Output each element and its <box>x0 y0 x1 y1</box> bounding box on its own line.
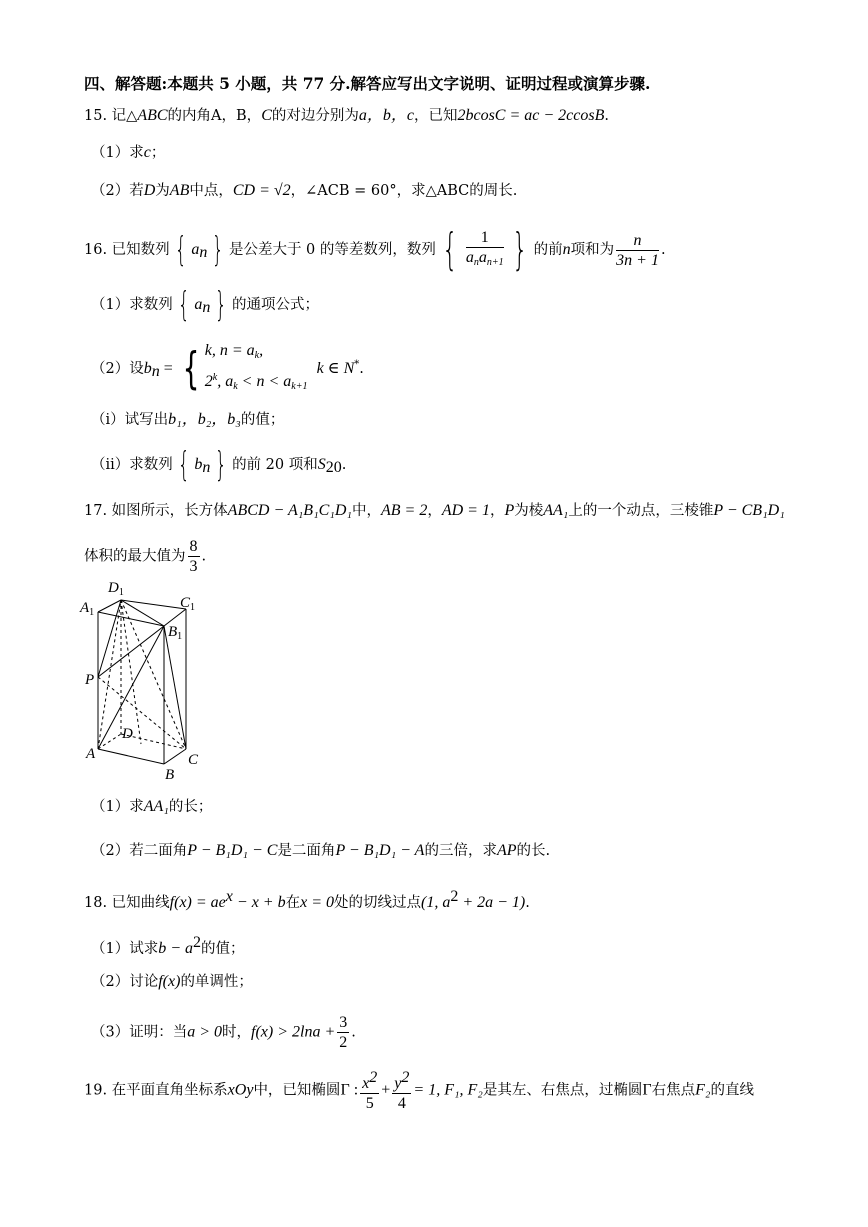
q17-volume-fraction <box>188 537 200 576</box>
q18-function-sup: x <box>225 888 233 905</box>
q18-point-sup: 2 <box>450 888 459 905</box>
q18-end: . <box>525 895 530 911</box>
q18-part2-f: f(x) <box>158 973 181 990</box>
q15-part2-cd: CD = √2 <box>232 182 291 199</box>
q18-part1-label: （1）试求 <box>91 941 159 957</box>
q15-part2-ab: AB <box>169 182 190 199</box>
q18-part3-cond: a > 0 <box>187 1023 223 1041</box>
q17-part2-end: 的长. <box>516 843 551 859</box>
q17-part1-text: 的长； <box>168 799 213 815</box>
q17-box: ABCD − A₁B₁C₁D₁ <box>227 502 352 519</box>
q17-text-5: 体积的最大值为 <box>84 548 186 565</box>
q16-sub-ii-label: （ii）求数列 <box>91 457 173 473</box>
q19-f2: F₂ <box>695 1081 711 1099</box>
q17-comma-2: ， <box>489 503 505 519</box>
q16-k-domain-sup: * <box>354 359 360 370</box>
q19-text-2: 中，已知椭圆 <box>253 1082 341 1099</box>
q16-number: 16. <box>84 242 112 258</box>
q16-end: . <box>660 242 666 258</box>
q16-case1-sub: k <box>254 350 260 361</box>
q18-part1-expr: b − a <box>158 940 194 957</box>
q17-text-2: 中， <box>351 503 381 519</box>
q18-text-3: 处的切线过点 <box>334 895 421 911</box>
q17-ad: AD = 1 <box>441 502 490 519</box>
q16-frac-a: a <box>465 249 474 266</box>
q18-part1 <box>91 933 245 959</box>
q15-part2-label: （2）若 <box>91 183 144 199</box>
q19-den5: 5 <box>365 1095 374 1112</box>
q16-frac-sub2: n+1 <box>486 257 504 268</box>
q17-end: . <box>201 548 207 565</box>
q17-ab: AB = 2 <box>380 502 428 519</box>
q15-triangle: ABC <box>137 107 168 124</box>
q15-part2-text-3: ，∠ACB = 60°，求△ABC的周长. <box>290 183 518 199</box>
q17-cuboid-figure <box>76 574 216 784</box>
q19-frac-y <box>392 1068 411 1113</box>
q16-case1-end: , <box>259 342 264 359</box>
q19-x-sup: 2 <box>369 1069 378 1086</box>
q15-text-2: 的内角A，B， <box>167 108 262 124</box>
q16-part1: （1）求数列 { $a_n$ } 的通项公式； <box>91 285 320 325</box>
q18-part3-num: 3 <box>339 1014 348 1031</box>
q15-part1-end: ； <box>150 145 166 161</box>
q16-case2-sup: k <box>212 372 218 383</box>
label-D1: $D_1$ <box>108 580 124 598</box>
q19-text-3: 是其左、右焦点，过椭圆 <box>482 1082 643 1099</box>
q17-vol-num: 8 <box>189 538 198 555</box>
q16-an-sub: n <box>199 244 208 261</box>
q18-part1-text: 的值； <box>201 941 245 957</box>
q18-part3-ineq: f(x) > 2lna + <box>251 1023 336 1041</box>
q19-text-4: 右焦点 <box>651 1082 696 1099</box>
q16-reciprocal-fraction <box>466 228 504 272</box>
q16-part2-end: . <box>359 361 364 377</box>
q19-x: x <box>362 1075 370 1092</box>
label-B: B <box>165 767 175 783</box>
q15-text: 记△ <box>111 108 138 124</box>
q16-an: a <box>191 241 200 258</box>
q19-text: 在平面直角坐标系 <box>111 1082 228 1099</box>
q16-part2: （2）设$b_n$ = { k, $n = a_k$, 2$^k$, $a_k < n < a_{k+1}$ k ∈ N*. <box>91 340 364 398</box>
q19-text-5: 的直线 <box>710 1082 754 1099</box>
q19-den4: 4 <box>397 1095 406 1112</box>
q15-text-3: 的对边分别为 <box>271 108 359 124</box>
q16-sum-fraction <box>616 231 659 270</box>
q17-part1 <box>91 797 212 817</box>
q15-stem: 15. 记△ABC的内角A，B，C的对边分别为a，b，c，已知2bcosC = ac − 2ccosB. <box>84 107 609 124</box>
q18-text: 已知曲线 <box>111 895 170 911</box>
q19-y-sup: 2 <box>401 1069 410 1086</box>
q16-case2-sub2: k+1 <box>291 381 308 392</box>
q19-y: y <box>394 1075 402 1092</box>
section-heading: 四、解答题:本题共 5 小题，共 77 分.解答应写出文字说明、证明过程或演算步骤. <box>84 74 651 93</box>
q16-frac-sub1: n <box>473 257 479 268</box>
q16-part1-label: （1）求数列 <box>91 297 173 313</box>
q19-gamma: Γ : <box>340 1081 359 1099</box>
q18-stem <box>84 887 530 913</box>
q17-part2 <box>91 841 550 861</box>
q17-stem-line2 <box>84 537 206 576</box>
q16-sub-ii-end: . <box>341 457 347 473</box>
q18-part2-label: （2）讨论 <box>91 974 159 990</box>
q16-frac-num: 1 <box>466 228 504 248</box>
q16-stem: 16. 已知数列 { $a_n$ } 是公差大于 0 的等差数列，数列 { $\frac{1}{a_na_{n+1}}$ } 的前n项和为 $\frac{n}{3n + 1}$ . <box>84 224 666 275</box>
q17-text-3: 为棱 <box>514 503 544 519</box>
q16-part1-text: 的通项公式； <box>232 297 320 313</box>
q16-text-4: 项和为 <box>570 242 615 258</box>
q17-vol-den: 3 <box>189 558 198 575</box>
q16-sub-ii-text: 的前 20 项和 <box>232 457 318 473</box>
q18-part3-den: 2 <box>339 1034 348 1051</box>
q17-part2-ap: AP <box>496 842 517 859</box>
q18-part3-fraction <box>337 1013 349 1052</box>
q17-stem <box>84 501 785 521</box>
q16-s20-sub: 20 <box>325 459 342 476</box>
q17-p: P <box>504 502 515 519</box>
q16-case1: k, n = a <box>204 342 255 359</box>
q15-number: 15. <box>84 108 112 124</box>
q18-part3-end: . <box>351 1024 356 1041</box>
q16-k-domain: k ∈ N <box>316 360 355 377</box>
q18-x0: x = 0 <box>300 894 334 911</box>
q18-part3-text: 时， <box>222 1024 252 1041</box>
q15-equation: 2bcosC = ac − 2ccosB <box>457 107 605 124</box>
q17-part2-angle1: P − B₁D₁ − C <box>187 842 278 859</box>
q19-gamma-2: Γ <box>642 1081 652 1099</box>
q15-part1-label: （1）求 <box>91 145 144 161</box>
q15-part1-var: c <box>143 144 151 161</box>
q15-part2 <box>91 181 517 201</box>
label-B1: $B_1$ <box>168 624 183 642</box>
q17-aa1: AA₁ <box>543 502 569 519</box>
q18-text-2: 在 <box>285 895 301 911</box>
q18-part3-label: （3）证明：当 <box>91 1024 188 1041</box>
q16-s20: S <box>317 456 326 473</box>
q15-part2-text-2: 中点， <box>189 183 233 199</box>
q16-text-2: 是公差大于 0 的等差数列，数列 <box>228 242 436 258</box>
q16-text: 已知数列 <box>111 242 170 258</box>
q16-n: n <box>562 241 571 258</box>
q16-sub-i-label: （i）试写出 <box>91 412 169 428</box>
q17-part2-text-2: 的三倍，求 <box>424 843 497 859</box>
q16-piecewise <box>205 340 308 398</box>
q16-sub-i-vals: b₁，b₂，b₃ <box>168 411 241 428</box>
q19-number: 19. <box>84 1082 112 1099</box>
q17-text-4: 上的一个动点，三棱锥 <box>568 503 714 519</box>
q16-case2-c: < n < a <box>237 373 292 390</box>
q17-comma: ， <box>427 503 442 519</box>
q18-number: 18. <box>84 895 112 911</box>
q15-angle-c: C <box>261 107 272 124</box>
q15-part2-d: D <box>143 182 156 199</box>
q17-text: 如图所示，长方体 <box>111 503 228 519</box>
q19-xoy: xOy <box>227 1081 254 1099</box>
q18-point: (1, a <box>421 894 451 911</box>
q16-sub-i <box>91 410 284 430</box>
q16-sub-ii: （ii）求数列 { $b_n$ } 的前 20 项和$S_{20}$. <box>91 445 347 485</box>
q19-frac-x <box>360 1068 379 1113</box>
q16-sum-den: 3n + 1 <box>616 251 659 269</box>
q15-text-4: ，已知 <box>413 108 458 124</box>
q15-part2-text: 为 <box>155 183 170 199</box>
q18-function-2: − x + b <box>232 894 286 911</box>
q16-sub-i-text: 的值； <box>240 412 285 428</box>
q18-part3 <box>91 1013 356 1052</box>
q16-sum-num: n <box>616 231 659 251</box>
q18-part2 <box>91 972 253 992</box>
label-C: C <box>188 752 199 768</box>
q18-part2-text: 的单调性； <box>180 974 253 990</box>
label-A: A <box>86 746 96 762</box>
q17-number: 17. <box>84 503 112 519</box>
q17-part2-label: （2）若二面角 <box>91 843 188 859</box>
q16-case2-sub1: k <box>233 381 238 392</box>
q15-part1 <box>91 143 165 163</box>
q17-part2-angle2: P − B₁D₁ − A <box>335 842 425 859</box>
q15-sides: a，b，c <box>358 107 414 124</box>
q19-equation-end: = 1, F₁, F₂ <box>413 1081 483 1099</box>
q16-case2-b: , a <box>217 373 234 390</box>
q18-point-2: + 2a − 1) <box>458 894 526 911</box>
q18-part1-sup: 2 <box>193 934 202 951</box>
label-P: P <box>85 672 95 688</box>
q19-plus: + <box>381 1081 391 1099</box>
label-A1: $A_1$ <box>80 600 95 618</box>
q17-part2-text: 是二面角 <box>277 843 336 859</box>
label-D: D <box>122 726 133 742</box>
q16-text-3: 的前 <box>533 242 563 258</box>
q17-part1-label: （1）求 <box>91 799 144 815</box>
q18-function: f(x) = ae <box>169 894 226 911</box>
q16-part2-label: （2）设 <box>91 361 144 377</box>
q16-case2-base: 2 <box>204 373 213 390</box>
q17-tetrahedron: P − CB₁D₁ <box>713 502 785 519</box>
q19-stem <box>84 1068 754 1113</box>
q16-frac-a2: a <box>478 249 487 266</box>
q17-part1-aa1: AA₁ <box>143 798 169 815</box>
label-C1: $C_1$ <box>180 595 196 613</box>
